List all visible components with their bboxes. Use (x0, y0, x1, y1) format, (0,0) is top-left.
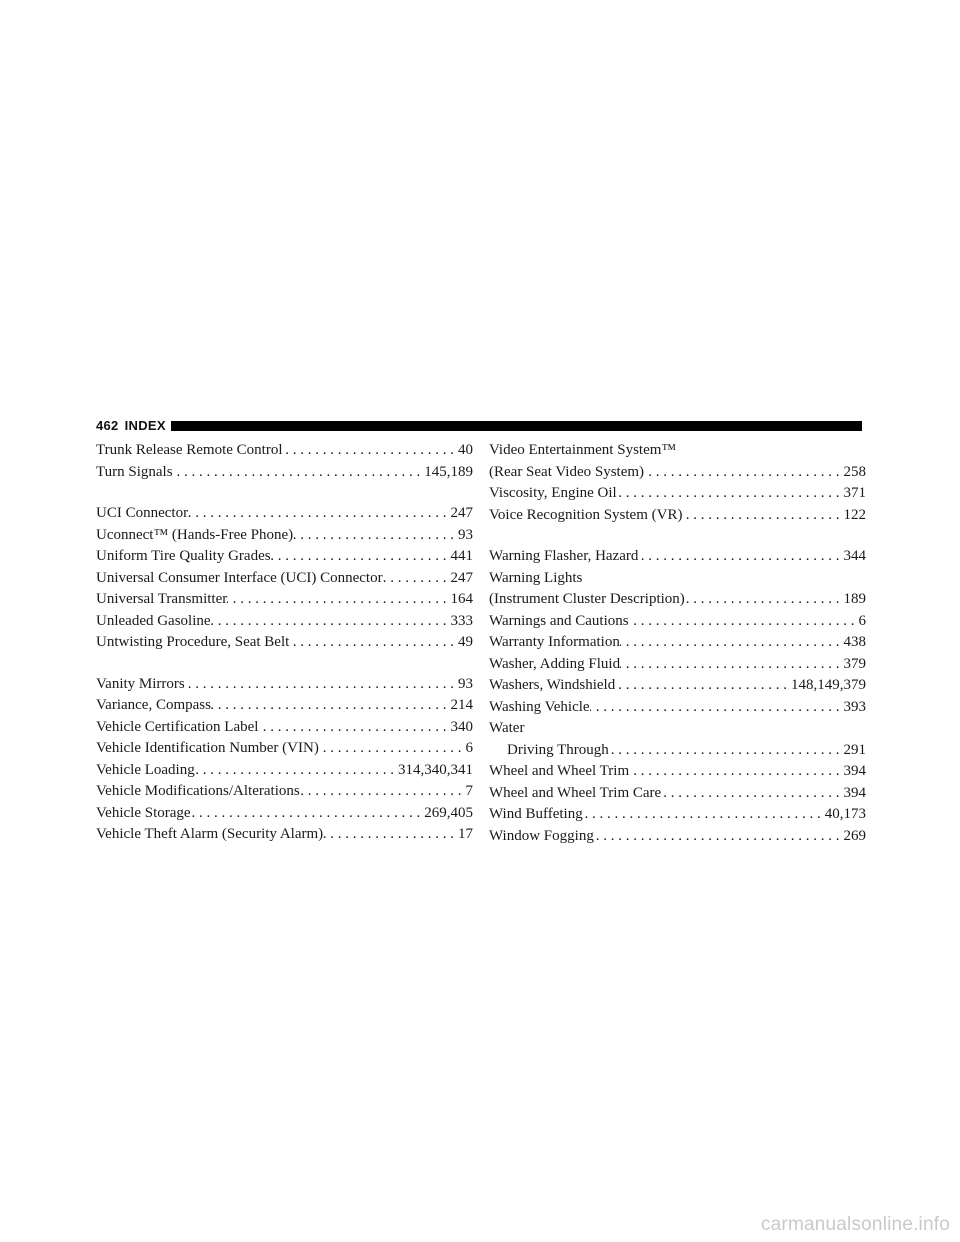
index-page-ref: 247 (450, 569, 473, 586)
index-term: Universal Consumer Interface (UCI) Connector (96, 569, 383, 586)
index-term: Unleaded Gasoline (96, 612, 211, 629)
watermark: carmanualsonline.info (760, 1214, 950, 1235)
dot-leader (289, 632, 458, 654)
index-page-ref: 214 (450, 697, 473, 713)
index-column-right (489, 440, 866, 847)
index-page-ref: 379 (843, 655, 866, 672)
index-term: Untwisting Procedure, Seat Belt (96, 634, 290, 650)
index-entry (96, 589, 473, 611)
index-entry (489, 675, 866, 697)
index-term: Warning Lights (489, 569, 583, 586)
index-entry (489, 697, 866, 719)
dot-leader (271, 546, 451, 568)
index-entry (96, 717, 473, 739)
index-entry (489, 611, 866, 633)
dot-leader (620, 654, 843, 676)
index-entry (489, 440, 866, 462)
dot-leader (195, 760, 398, 782)
index-page-ref: 6 (858, 612, 866, 629)
index-term: Warning Flasher, Hazard (489, 548, 639, 564)
index-entry (489, 718, 866, 740)
index-term: Driving Through (507, 741, 609, 758)
index-entry (489, 740, 866, 762)
dot-leader (173, 462, 425, 484)
index-entry (96, 503, 473, 525)
dot-leader (300, 781, 466, 803)
section-title: INDEX (124, 417, 166, 433)
index-term: Vehicle Identification Number (VIN) (96, 740, 319, 756)
index-term: Wheel and Wheel Trim Care (489, 784, 662, 801)
index-page-ref: 189 (843, 591, 866, 607)
index-term: Vanity Mirrors (96, 675, 185, 692)
index-page-ref: 148,149,379 (791, 677, 866, 693)
index-term: (Rear Seat Video System) (489, 463, 645, 480)
index-term: Warranty Information (489, 634, 620, 650)
index-page-ref: 93 (458, 526, 473, 543)
index-entry (96, 695, 473, 717)
index-term: UCI Connector (96, 505, 189, 521)
section-gap (96, 483, 473, 503)
index-term: (Instrument Cluster Description) (489, 591, 685, 607)
index-term: Wind Buffeting (489, 806, 583, 822)
index-entry (489, 462, 866, 484)
page-number: 462 (96, 417, 119, 433)
index-page-ref: 344 (843, 548, 866, 564)
index-entry (489, 568, 866, 590)
index-entry (96, 440, 473, 462)
index-page-ref: 93 (458, 675, 473, 692)
dot-leader (644, 462, 843, 484)
dot-leader (258, 717, 450, 739)
index-entry (96, 760, 473, 782)
index-page-ref: 247 (450, 505, 473, 521)
index-entry (489, 783, 866, 805)
index-term: Video Entertainment System™ (489, 442, 677, 458)
dot-leader (620, 632, 844, 654)
index-entry (489, 826, 866, 848)
index-page-ref: 6 (465, 740, 473, 756)
index-entry (489, 761, 866, 783)
dot-leader (293, 525, 458, 547)
index-page-ref: 40 (458, 442, 473, 458)
index-page-ref: 145,189 (424, 463, 473, 480)
index-entry (96, 462, 473, 484)
dot-leader (323, 824, 458, 846)
dot-leader (617, 483, 844, 505)
index-page-ref: 394 (843, 784, 866, 801)
header-rule (171, 421, 862, 431)
index-term: Vehicle Certification Label (96, 718, 259, 735)
dot-leader (283, 440, 458, 462)
index-page-ref: 438 (843, 634, 866, 650)
index-page-ref: 49 (458, 634, 473, 650)
index-entry (489, 546, 866, 568)
index-page-ref: 291 (843, 741, 866, 758)
dot-leader (185, 674, 458, 696)
dot-leader (685, 589, 844, 611)
dot-leader (188, 503, 450, 525)
index-term: Vehicle Loading (96, 761, 195, 778)
dot-leader (590, 697, 844, 719)
dot-leader (638, 546, 843, 568)
dot-leader (661, 783, 843, 805)
index-term: Vehicle Storage (96, 804, 191, 821)
dot-leader (594, 826, 844, 848)
dot-leader (319, 738, 466, 760)
index-term: Voice Recognition System (VR) (489, 506, 683, 523)
dot-leader (227, 589, 450, 611)
index-entry (489, 505, 866, 527)
section-gap (96, 654, 473, 674)
index-entry (489, 632, 866, 654)
index-entry (96, 611, 473, 633)
index-entry (96, 632, 473, 654)
index-entry (489, 804, 866, 826)
index-page-ref: 122 (843, 506, 866, 523)
index-term: Vehicle Theft Alarm (Security Alarm) (96, 826, 324, 842)
index-term: Washers, Windshield (489, 677, 616, 693)
dot-leader (211, 695, 451, 717)
section-gap (489, 526, 866, 546)
index-page-ref: 269 (843, 827, 866, 844)
index-page-ref: 40,173 (824, 806, 866, 822)
index-term: Water (489, 720, 525, 736)
index-page-ref: 394 (843, 763, 866, 779)
index-page-ref: 340 (450, 718, 473, 735)
index-term: Wheel and Wheel Trim (489, 763, 630, 779)
index-entry (96, 546, 473, 568)
index-term: Washing Vehicle (489, 698, 590, 715)
index-page-ref: 7 (465, 783, 473, 799)
dot-leader (629, 611, 859, 633)
index-term: Uniform Tire Quality Grades (96, 548, 271, 564)
dot-leader (615, 675, 791, 697)
index-entry (489, 589, 866, 611)
index-entry (96, 525, 473, 547)
index-term: Window Fogging (489, 827, 594, 844)
index-term: Vehicle Modifications/Alterations (96, 783, 300, 799)
page-heading (96, 418, 166, 433)
dot-leader (211, 611, 451, 633)
index-entry (96, 568, 473, 590)
index-term: Turn Signals (96, 463, 173, 480)
index-term: Washer, Adding Fluid (489, 655, 621, 672)
index-term: Uconnect™ (Hands-Free Phone) (96, 526, 294, 543)
dot-leader (682, 505, 843, 527)
dot-leader (191, 803, 425, 825)
index-term: Viscosity, Engine Oil (489, 485, 617, 501)
index-column-left (96, 440, 473, 846)
dot-leader (609, 740, 844, 762)
index-page-ref: 371 (843, 485, 866, 501)
index-page-ref: 333 (450, 612, 473, 629)
index-page-ref: 164 (450, 591, 473, 607)
index-page-ref: 17 (458, 826, 473, 842)
index-entry (96, 781, 473, 803)
index-entry (96, 738, 473, 760)
index-page-ref: 441 (450, 548, 473, 564)
index-term: Trunk Release Remote Control (96, 442, 283, 458)
index-page-ref: 314,340,341 (398, 761, 473, 778)
index-entry (489, 654, 866, 676)
page-header (96, 416, 862, 434)
index-term: Warnings and Cautions (489, 612, 629, 629)
index-term: Universal Transmitter (96, 591, 228, 607)
index-entry (489, 483, 866, 505)
index-page-ref: 393 (843, 698, 866, 715)
dot-leader (383, 568, 451, 590)
index-entry (96, 824, 473, 846)
index-entry (96, 803, 473, 825)
index-page-ref: 269,405 (424, 804, 473, 821)
index-term: Variance, Compass (96, 697, 211, 713)
dot-leader (583, 804, 825, 826)
index-entry (96, 674, 473, 696)
index-page-ref: 258 (843, 463, 866, 480)
dot-leader (629, 761, 843, 783)
